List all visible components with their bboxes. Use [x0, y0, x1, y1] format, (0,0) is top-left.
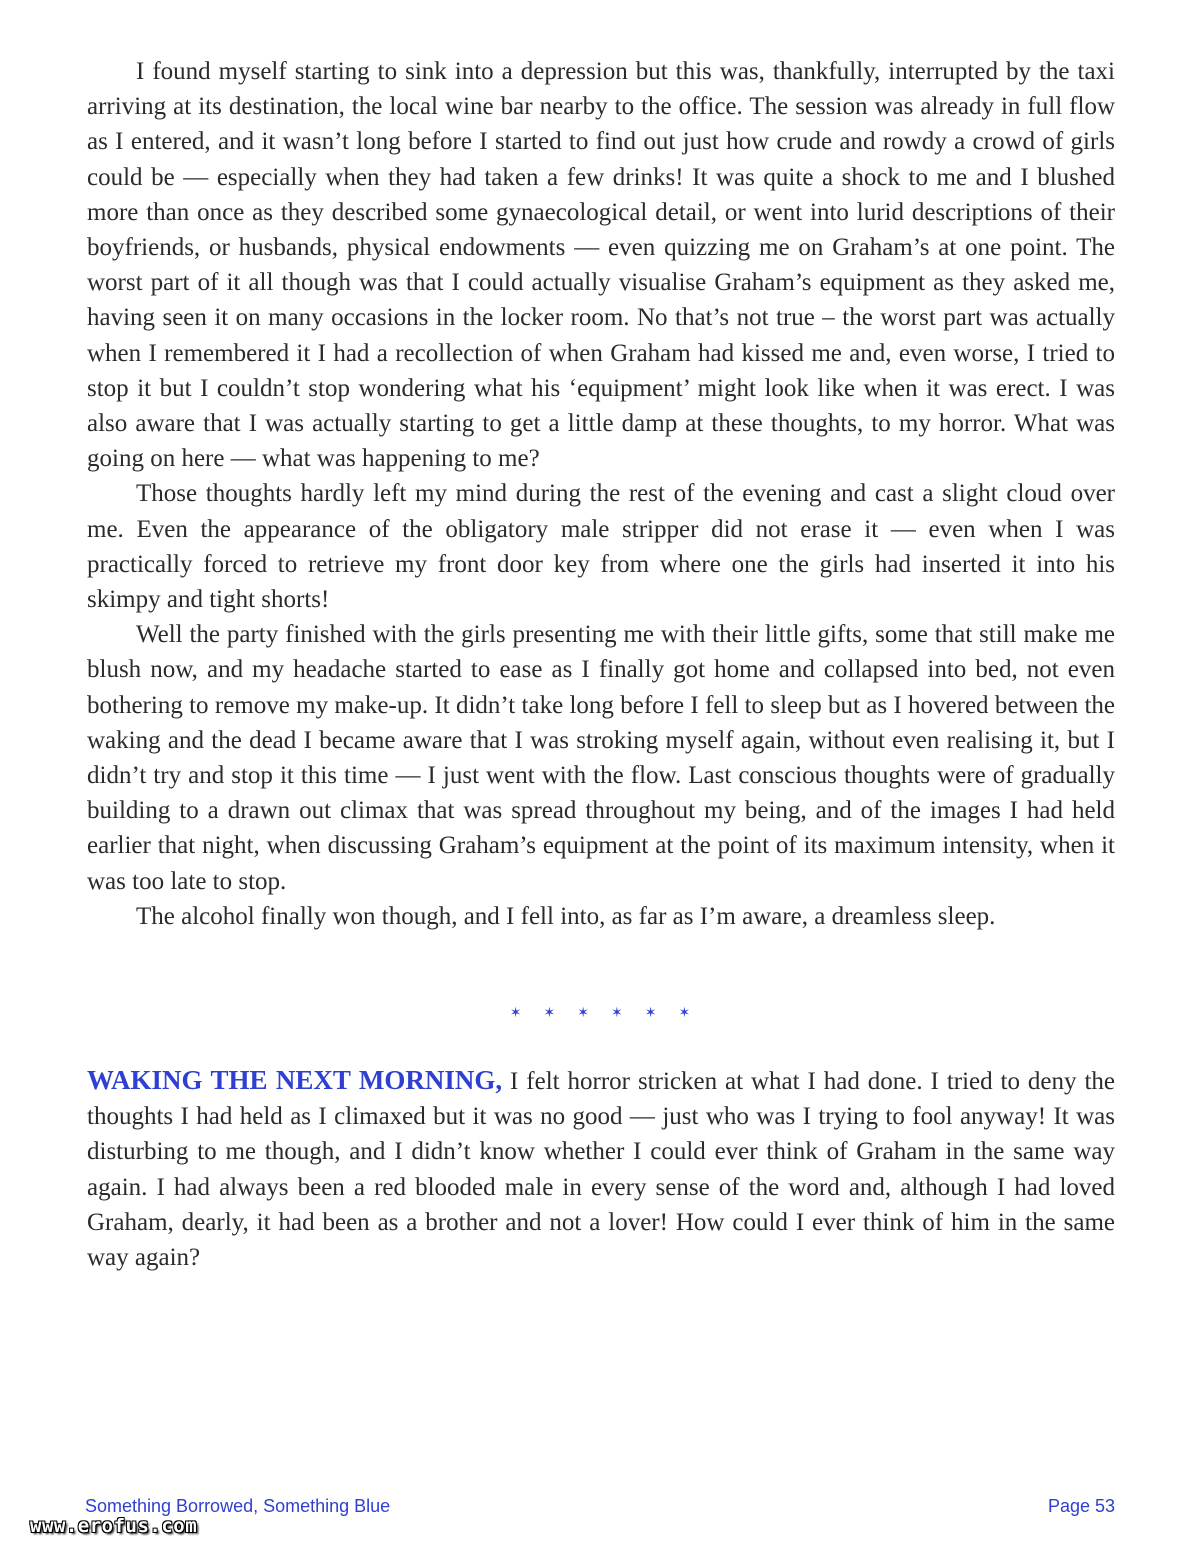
- paragraph-2: Those thoughts hardly left my mind during the rest of the evening and cast a slight cloud over me. Even the appearance of the obligatory male stripper did not erase it — even when I was practically forced to retrieve my front door key from where one the girls had inserted it into his skimpy and tight shorts!: [87, 480, 1115, 614]
- section-lead-caps: WAKING THE NEXT MORNING,: [87, 1065, 503, 1095]
- paragraph-5: [87, 1063, 1115, 1275]
- section-2-text: [87, 1063, 1115, 1275]
- footer-page-number: Page 53: [1047, 1496, 1115, 1516]
- footer-book-title: Something Borrowed, Something Blue: [85, 1496, 391, 1516]
- paragraph-4: The alcohol finally won though, and I fell into, as far as I’m aware, a dreamless sleep.: [136, 902, 996, 930]
- paragraph-1: I found myself starting to sink into a depression but this was, thankfully, interrupted by the taxi arriving at its destination, the local wine bar nearby to the office. The session was already in full flow as I entered, and it wasn’t long before I started to find out just how crude and rowdy a crowd of girls could be — especially when they had taken a few drinks! It was quite a shock to me and I blushed more than once as they described some gynaecological detail, or went into lurid descriptions of their boyfriends, or husbands, physical endowments — even quizzing me on Graham’s at one point. The worst part of it all though was that I could actually visualise Graham’s equipment as they asked me, having seen it on many occasions in the locker room. No that’s not true – the worst part was actually when I remembered it I had a recollection of when Graham had kissed me and, even worse, I tried to stop it but I couldn’t stop wondering what his ‘equipment’ might look like when it was erect. I was also aware that I was actually starting to get a little damp at these thoughts, to my horror. What was going on here — what was happening to me?: [87, 58, 1115, 473]
- section-separator: ✶✶✶✶✶✶: [509, 1005, 713, 1021]
- body-text: [87, 54, 1115, 934]
- paragraph-5-text: I felt horror stricken at what I had done. I tried to deny the thoughts I had held as I climaxed but it was no good — just who was I trying to fool anyway! It was disturbing to me though, and I didn’t know whether I could ever think of Graham in the same way again. I had always been a red blooded male in every sense of the word and, although I had loved Graham, dearly, it had been as a brother and not a lover! How could I ever think of him in the same way again?: [87, 1068, 1115, 1272]
- paragraph-3: Well the party finished with the girls presenting me with their little gifts, some that still make me blush now, and my headache started to ease as I finally got home and collapsed into bed, not even bothering to remove my make-up. It didn’t take long before I fell to sleep but as I hovered between the waking and the dead I became aware that I was stroking myself again, without even realising it, but I didn’t try and stop it this time — I just went with the flow. Last conscious thoughts were of gradually building to a drawn out climax that was spread throughout my being, and of the images I had held earlier that night, when discussing Graham’s equipment at the point of its maximum intensity, when it was too late to stop.: [87, 621, 1115, 895]
- site-watermark: www.erofus.com: [30, 1515, 198, 1537]
